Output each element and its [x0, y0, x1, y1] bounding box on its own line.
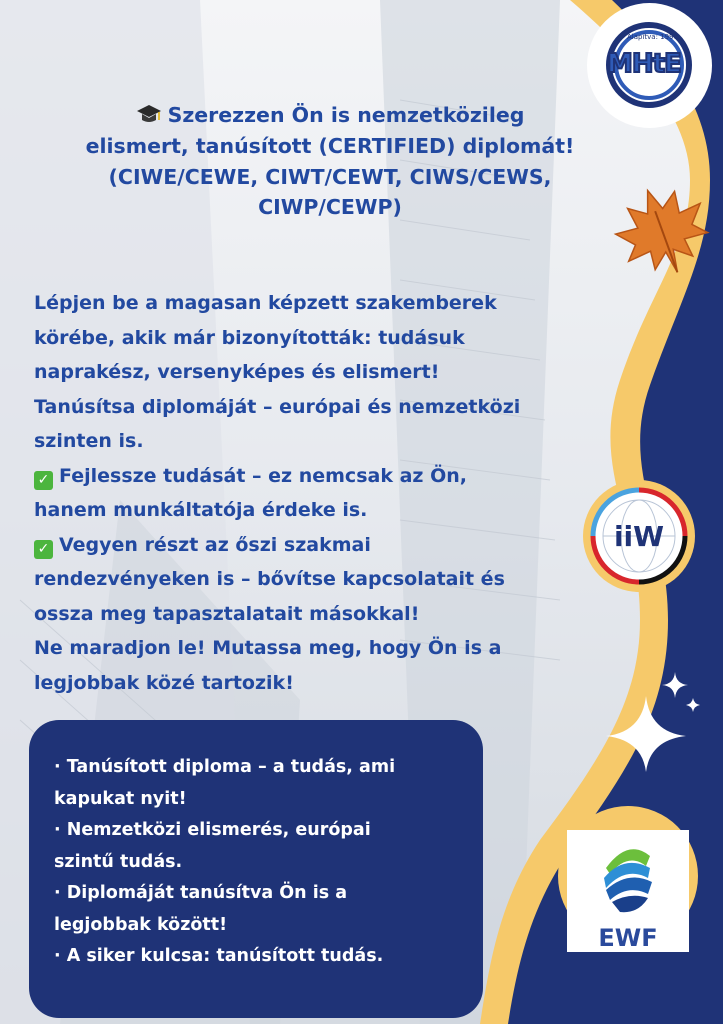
check-box-icon: ✓: [34, 540, 53, 559]
body-line: hanem munkáltatója érdeke is.: [34, 499, 368, 521]
body-line: szinten is.: [34, 430, 144, 452]
headline-line: CIWP/CEWP): [258, 195, 402, 220]
body-line: Lépjen be a magasan képzett szakemberek: [34, 292, 497, 314]
ewf-logo: [558, 806, 698, 952]
bullet-list: [54, 752, 454, 973]
check-box-icon: ✓: [34, 471, 53, 490]
ewf-card: [567, 830, 689, 952]
body-line: Ne maradjon le! Mutassa meg, hogy Ön is a: [34, 637, 502, 659]
body-line: körébe, akik már bizonyították: tudásuk: [34, 326, 465, 349]
body-line: legjobbak közé tartozik!: [34, 671, 294, 694]
body-text: [34, 286, 594, 700]
headline-line: (CIWE/CEWE, CIWT/CEWT, CIWS/CEWS,: [108, 164, 552, 189]
headline-line: elismert, tanúsított (CERTIFIED) diplomát!: [85, 133, 575, 158]
bullet-line: · Tanúsított diploma – a tudás, ami: [54, 757, 396, 777]
headline-line: Szerezzen Ön is nemzetközileg: [40, 100, 620, 131]
body-line: ossza meg tapasztalatait másokkal!: [34, 602, 420, 625]
bullet-line: · A siker kulcsa: tanúsított tudás.: [54, 946, 384, 966]
ewf-wordmark: EWF: [598, 924, 658, 952]
body-line: rendezvényeken is – bővítse kapcsolatait és: [34, 568, 505, 590]
sparkle-icon: [600, 672, 710, 772]
mhte-founded-label: Alapítva: 1990.: [627, 33, 681, 41]
bullet-line: · Nemzetközi elismerés, európai: [54, 820, 371, 840]
bullet-line: szintű tudás.: [54, 851, 183, 872]
iiw-wordmark: iiW: [613, 520, 665, 553]
bullet-line: legjobbak között!: [54, 914, 228, 935]
body-line: ✓ Fejlessze tudását – ez nemcsak az Ön,: [34, 459, 594, 494]
mhte-wordmark: MHtE: [607, 49, 681, 79]
iiw-logo: [583, 480, 695, 592]
body-line: naprakész, versenyképes és elismert!: [34, 361, 440, 383]
body-line: Tanúsítsa diplomáját – európai és nemzetközi: [34, 395, 521, 418]
graduation-cap-icon: [136, 103, 162, 125]
bullet-line: kapukat nyit!: [54, 788, 187, 809]
headline: [40, 100, 620, 223]
bullet-line: · Diplomáját tanúsítva Ön is a: [54, 883, 348, 903]
ewf-globe-mark: [598, 838, 658, 918]
maple-leaf-icon: [612, 180, 712, 280]
body-line: ✓ Vegyen részt az őszi szakmai: [34, 528, 594, 563]
